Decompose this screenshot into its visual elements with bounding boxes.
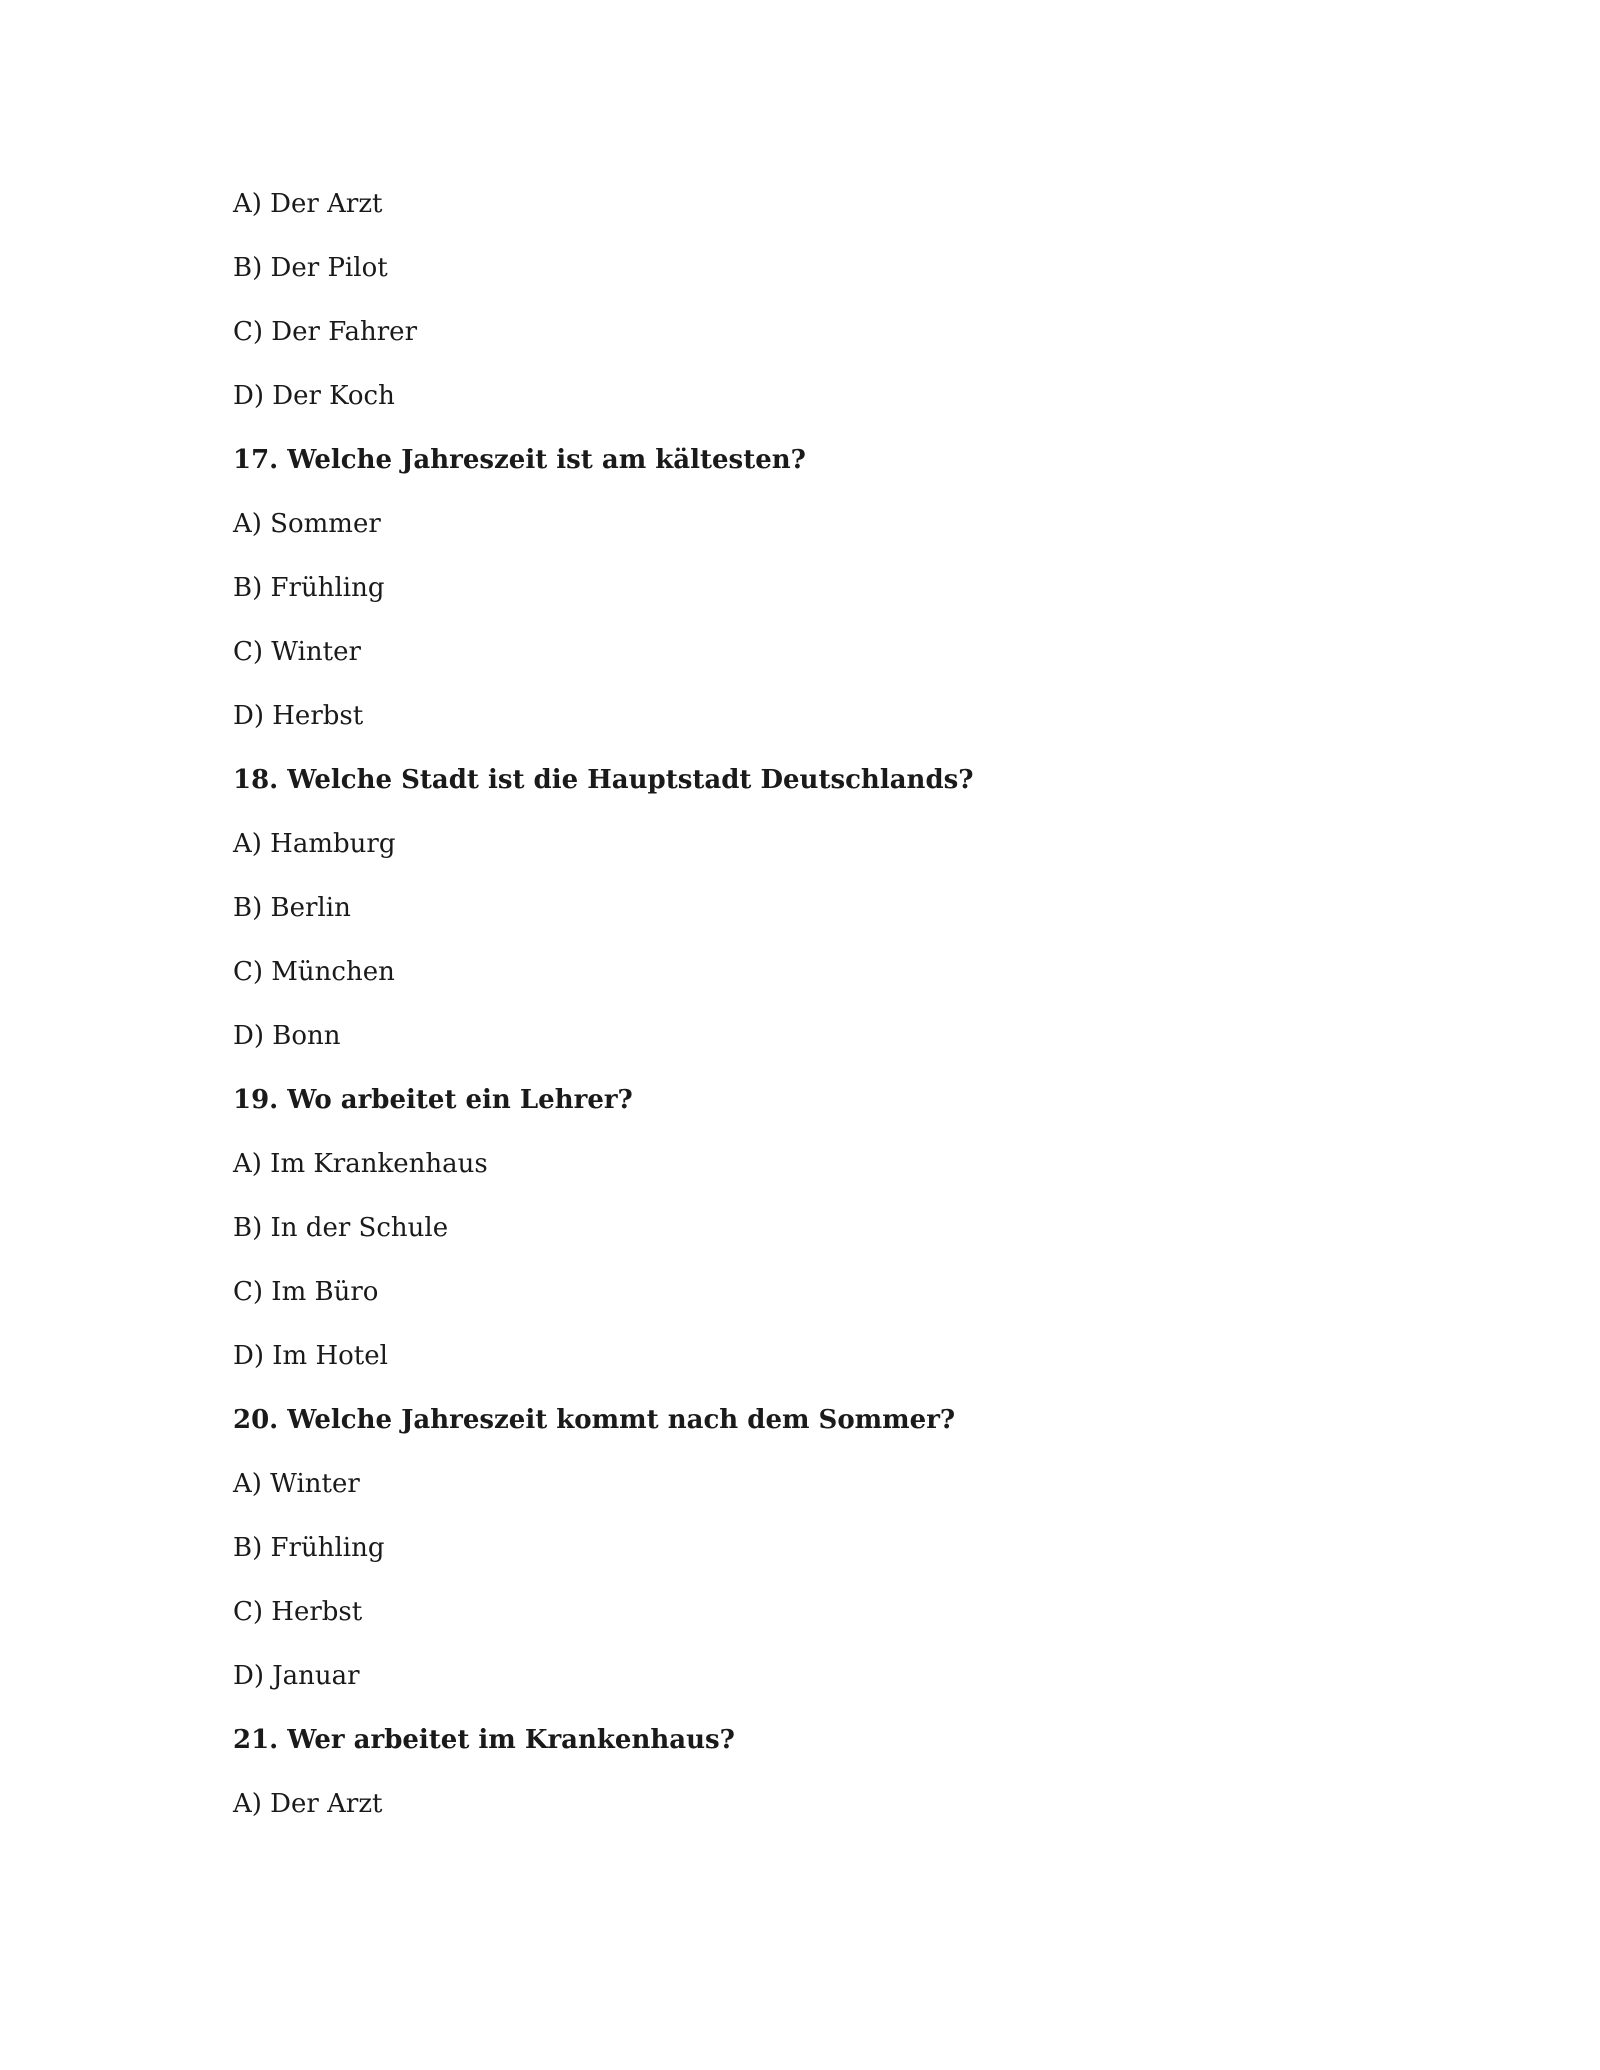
question-19: 19. Wo arbeitet ein Lehrer? <box>233 1085 633 1115</box>
answer-option-c: C) Herbst <box>233 1597 363 1627</box>
answer-option-b: B) Der Pilot <box>233 253 388 283</box>
answer-option-d: D) Januar <box>233 1661 360 1691</box>
answer-option-b: B) Frühling <box>233 573 385 603</box>
answer-option-b: B) Frühling <box>233 1533 385 1563</box>
answer-option-a: A) Winter <box>233 1469 360 1499</box>
answer-option-d: D) Der Koch <box>233 381 395 411</box>
answer-option-c: C) München <box>233 957 395 987</box>
answer-option-b: B) In der Schule <box>233 1213 449 1243</box>
answer-option-b: B) Berlin <box>233 893 351 923</box>
answer-option-d: D) Im Hotel <box>233 1341 388 1371</box>
answer-option-a: A) Im Krankenhaus <box>233 1149 488 1179</box>
answer-option-c: C) Der Fahrer <box>233 317 417 347</box>
quiz-content <box>233 182 1433 1846</box>
question-17: 17. Welche Jahreszeit ist am kältesten? <box>233 445 806 475</box>
answer-option-a: A) Der Arzt <box>233 189 383 219</box>
answer-option-a: A) Hamburg <box>233 829 396 859</box>
question-18: 18. Welche Stadt ist die Hauptstadt Deutschlands? <box>233 765 974 795</box>
answer-option-c: C) Im Büro <box>233 1277 379 1307</box>
answer-option-c: C) Winter <box>233 637 361 667</box>
question-21: 21. Wer arbeitet im Krankenhaus? <box>233 1725 735 1755</box>
answer-option-d: D) Bonn <box>233 1021 341 1051</box>
answer-option-d: D) Herbst <box>233 701 364 731</box>
question-20: 20. Welche Jahreszeit kommt nach dem Sommer? <box>233 1405 956 1435</box>
answer-option-a: A) Sommer <box>233 509 381 539</box>
answer-option-a: A) Der Arzt <box>233 1789 383 1819</box>
